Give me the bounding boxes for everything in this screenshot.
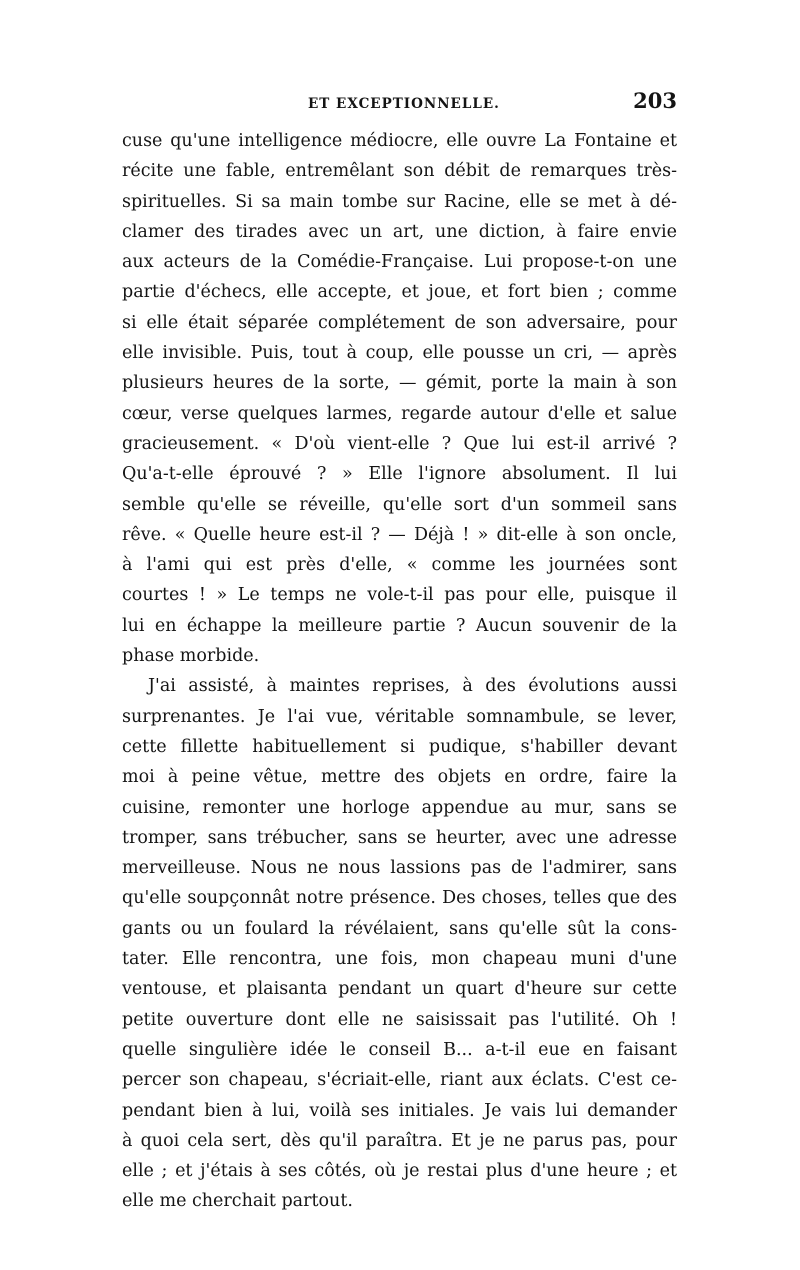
text-line: à l'ami qui est près d'elle, « comme les journées sont [122,555,677,576]
text-line: cette fillette habituellement si pudique, s'habiller devant [122,736,677,757]
text-line: pendant bien à lui, voilà ses initiales. Je vais lui demander [122,1100,677,1121]
text-line: si elle était séparée complétement de son adversaire, pour [122,312,677,333]
running-head [122,88,677,118]
text-line: tromper, sans trébucher, sans se heurter, avec une adresse [122,827,677,848]
text-line: quelle singulière idée le conseil B... a-t-il eue en faisant [122,1039,677,1060]
text-line: elle ; et j'étais à ses côtés, où je restai plus d'une heure ; et [122,1161,677,1182]
text-line: phase morbide. [122,646,260,667]
text-line: cuisine, remonter une horloge appendue au mur, sans se [122,797,677,818]
text-line: percer son chapeau, s'écriait-elle, riant aux éclats. C'est ce- [122,1070,677,1091]
text-line: elle invisible. Puis, tout à coup, elle pousse un cri, — après [122,343,677,364]
text-line: gracieusement. « D'où vient-elle ? Que lui est-il arrivé ? [122,433,677,454]
running-title: ET EXCEPTIONNELLE. [308,96,500,112]
text-line: cœur, verse quelques larmes, regarde autour d'elle et salue [122,403,677,424]
text-line: semble qu'elle se réveille, qu'elle sort d'un sommeil sans [122,494,677,515]
text-body [122,126,677,1217]
text-line: récite une fable, entremêlant son débit de remarques très- [122,161,677,182]
text-line: petite ouverture dont elle ne saisissait pas l'utilité. Oh ! [122,1009,677,1030]
text-line: spirituelles. Si sa main tombe sur Racine, elle se met à dé- [122,191,677,212]
text-line: J'ai assisté, à maintes reprises, à des évolutions aussi [148,676,677,697]
text-line: à quoi cela sert, dès qu'il paraîtra. Et je ne parus pas, pour [122,1130,677,1151]
page-number: 203 [633,88,677,113]
text-line: gants ou un foulard la révélaient, sans qu'elle sût la cons- [122,918,677,939]
text-line: ventouse, et plaisanta pendant un quart d'heure sur cette [122,979,677,1000]
text-line: Qu'a-t-elle éprouvé ? » Elle l'ignore absolument. Il lui [122,464,677,485]
text-line: surprenantes. Je l'ai vue, véritable somnambule, se lever, [122,706,677,727]
text-line: lui en échappe la meilleure partie ? Aucun souvenir de la [122,615,677,636]
paragraph-1 [122,126,677,671]
text-line: aux acteurs de la Comédie-Française. Lui propose-t-on une [122,252,677,273]
text-line: elle me cherchait partout. [122,1191,353,1212]
text-line: courtes ! » Le temps ne vole-t-il pas pour elle, puisque il [122,585,677,606]
text-line: cuse qu'une intelligence médiocre, elle ouvre La Fontaine et [122,131,677,151]
text-line: partie d'échecs, elle accepte, et joue, et fort bien ; comme [122,282,677,303]
text-line: plusieurs heures de la sorte, — gémit, porte la main à son [122,373,677,394]
paragraph-2 [122,671,677,1216]
text-line: rêve. « Quelle heure est-il ? — Déjà ! » dit-elle à son oncle, [122,524,677,545]
text-line: moi à peine vêtue, mettre des objets en ordre, faire la [122,767,677,788]
text-line: qu'elle soupçonnât notre présence. Des choses, telles que des [122,888,677,909]
text-line: merveilleuse. Nous ne nous lassions pas de l'admirer, sans [122,858,677,879]
text-line: tater. Elle rencontra, une fois, mon chapeau muni d'une [122,949,677,970]
text-line: clamer des tirades avec un art, une diction, à faire envie [122,221,677,242]
